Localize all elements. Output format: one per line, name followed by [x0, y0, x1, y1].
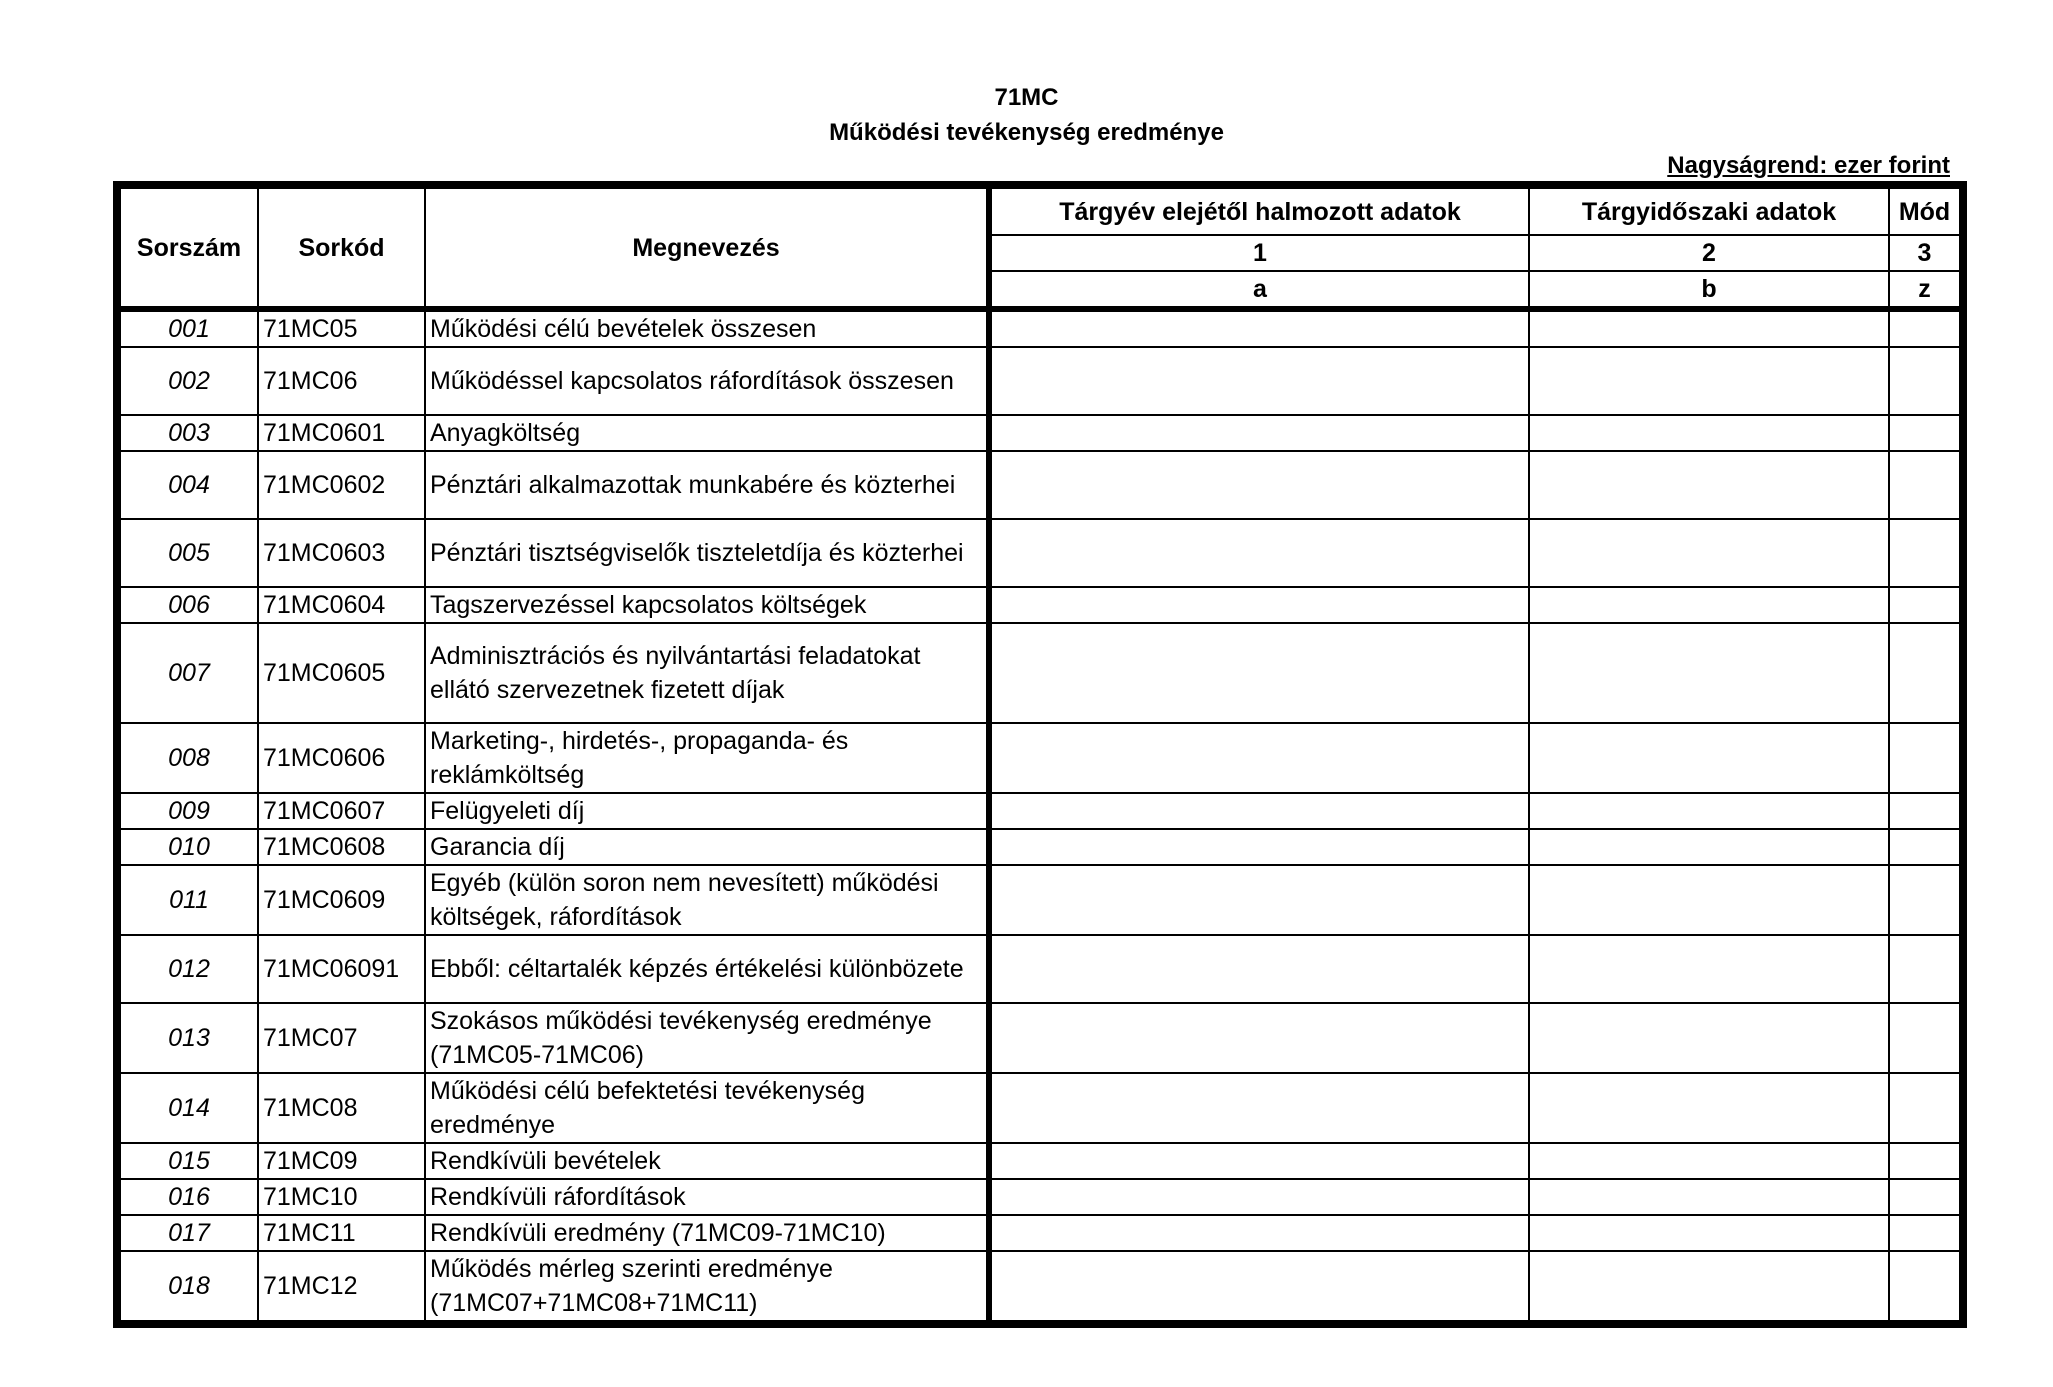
- row-sorszam: 011: [120, 865, 258, 935]
- row-value-b[interactable]: [1529, 865, 1889, 935]
- row-sorszam: 010: [120, 829, 258, 865]
- form-code: 71MC: [994, 84, 1059, 111]
- unit-label: Nagyságrend: ezer forint: [1667, 152, 1950, 179]
- row-sorszam: 013: [120, 1003, 258, 1073]
- row-sorkod: 71MC0606: [258, 723, 425, 793]
- row-megnevezes: Működés mérleg szerinti eredménye (71MC07+71MC08+71MC11): [425, 1251, 989, 1321]
- row-value-a[interactable]: [989, 1073, 1529, 1143]
- row-value-z[interactable]: [1889, 723, 1960, 793]
- row-value-a[interactable]: [989, 519, 1529, 587]
- row-value-b[interactable]: [1529, 829, 1889, 865]
- row-value-z[interactable]: [1889, 829, 1960, 865]
- row-value-z[interactable]: [1889, 865, 1960, 935]
- row-sorszam: 008: [120, 723, 258, 793]
- row-value-z[interactable]: [1889, 1003, 1960, 1073]
- row-value-a[interactable]: [989, 793, 1529, 829]
- header-col3-letter: z: [1889, 271, 1960, 309]
- row-value-z[interactable]: [1889, 623, 1960, 723]
- row-megnevezes: Rendkívüli bevételek: [425, 1143, 989, 1179]
- row-sorszam: 015: [120, 1143, 258, 1179]
- row-value-a[interactable]: [989, 829, 1529, 865]
- header-sorszam: Sorszám: [120, 188, 258, 309]
- row-sorkod: 71MC07: [258, 1003, 425, 1073]
- row-value-b[interactable]: [1529, 519, 1889, 587]
- row-sorkod: 71MC0607: [258, 793, 425, 829]
- row-sorkod: 71MC0604: [258, 587, 425, 623]
- row-sorkod: 71MC11: [258, 1215, 425, 1251]
- row-megnevezes: Működési célú bevételek összesen: [425, 309, 989, 347]
- row-value-z[interactable]: [1889, 451, 1960, 519]
- row-megnevezes: Felügyeleti díj: [425, 793, 989, 829]
- row-sorkod: 71MC05: [258, 309, 425, 347]
- row-value-z[interactable]: [1889, 1179, 1960, 1215]
- header-col1-label: Tárgyév elejétől halmozott adatok: [989, 188, 1529, 235]
- row-value-a[interactable]: [989, 309, 1529, 347]
- row-value-b[interactable]: [1529, 347, 1889, 415]
- row-value-z[interactable]: [1889, 1251, 1960, 1321]
- table-row: [120, 723, 1960, 793]
- table-row: [120, 829, 1960, 865]
- row-value-b[interactable]: [1529, 723, 1889, 793]
- header-col1-number: 1: [989, 235, 1529, 271]
- row-sorszam: 006: [120, 587, 258, 623]
- row-value-a[interactable]: [989, 865, 1529, 935]
- row-value-b[interactable]: [1529, 1251, 1889, 1321]
- row-megnevezes: Anyagköltség: [425, 415, 989, 451]
- row-sorkod: 71MC08: [258, 1073, 425, 1143]
- row-sorkod: 71MC0608: [258, 829, 425, 865]
- row-value-a[interactable]: [989, 723, 1529, 793]
- row-megnevezes: Egyéb (külön soron nem nevesített) működési költségek, ráfordítások: [425, 865, 989, 935]
- row-value-z[interactable]: [1889, 1215, 1960, 1251]
- row-sorszam: 009: [120, 793, 258, 829]
- row-megnevezes: Rendkívüli eredmény (71MC09-71MC10): [425, 1215, 989, 1251]
- row-sorszam: 004: [120, 451, 258, 519]
- row-value-b[interactable]: [1529, 309, 1889, 347]
- row-value-z[interactable]: [1889, 519, 1960, 587]
- row-megnevezes: Működéssel kapcsolatos ráfordítások összesen: [425, 347, 989, 415]
- row-megnevezes: Ebből: céltartalék képzés értékelési különbözete: [425, 935, 989, 1003]
- table-row: [120, 519, 1960, 587]
- row-sorkod: 71MC06091: [258, 935, 425, 1003]
- table-row: [120, 347, 1960, 415]
- row-megnevezes: Garancia díj: [425, 829, 989, 865]
- row-value-a[interactable]: [989, 623, 1529, 723]
- row-value-a[interactable]: [989, 1179, 1529, 1215]
- row-megnevezes: Rendkívüli ráfordítások: [425, 1179, 989, 1215]
- row-value-a[interactable]: [989, 1003, 1529, 1073]
- row-sorkod: 71MC0601: [258, 415, 425, 451]
- row-sorkod: 71MC10: [258, 1179, 425, 1215]
- row-sorkod: 71MC0603: [258, 519, 425, 587]
- table-row: [120, 1251, 1960, 1321]
- table-row: [120, 587, 1960, 623]
- table-row: [120, 415, 1960, 451]
- row-sorszam: 007: [120, 623, 258, 723]
- row-sorszam: 017: [120, 1215, 258, 1251]
- row-value-z[interactable]: [1889, 1073, 1960, 1143]
- row-value-a[interactable]: [989, 935, 1529, 1003]
- row-value-a[interactable]: [989, 347, 1529, 415]
- row-value-z[interactable]: [1889, 793, 1960, 829]
- row-value-b[interactable]: [1529, 451, 1889, 519]
- row-value-z[interactable]: [1889, 935, 1960, 1003]
- row-value-b[interactable]: [1529, 793, 1889, 829]
- row-value-b[interactable]: [1529, 1003, 1889, 1073]
- row-sorszam: 016: [120, 1179, 258, 1215]
- row-megnevezes: Marketing-, hirdetés-, propaganda- és reklámköltség: [425, 723, 989, 793]
- row-sorszam: 012: [120, 935, 258, 1003]
- row-sorszam: 005: [120, 519, 258, 587]
- header-col3-label: Mód: [1889, 188, 1960, 235]
- table-row: [120, 935, 1960, 1003]
- row-value-a[interactable]: [989, 1215, 1529, 1251]
- row-value-a[interactable]: [989, 1251, 1529, 1321]
- header-sorkod: Sorkód: [258, 188, 425, 309]
- form-title: Működési tevékenység eredménye: [829, 119, 1224, 146]
- row-sorkod: 71MC0602: [258, 451, 425, 519]
- header-col2-number: 2: [1529, 235, 1889, 271]
- table-row: [120, 623, 1960, 723]
- row-value-b[interactable]: [1529, 935, 1889, 1003]
- row-value-b[interactable]: [1529, 1143, 1889, 1179]
- row-value-a[interactable]: [989, 1143, 1529, 1179]
- row-megnevezes: Szokásos működési tevékenység eredménye (71MC05-71MC06): [425, 1003, 989, 1073]
- row-sorszam: 014: [120, 1073, 258, 1143]
- row-value-b[interactable]: [1529, 415, 1889, 451]
- row-value-z[interactable]: [1889, 587, 1960, 623]
- row-megnevezes: Pénztári tisztségviselők tiszteletdíja és közterhei: [425, 519, 989, 587]
- row-sorkod: 71MC09: [258, 1143, 425, 1179]
- table-row: [120, 1215, 1960, 1251]
- header-col2-label: Tárgyidőszaki adatok: [1529, 188, 1889, 235]
- row-sorkod: 71MC0609: [258, 865, 425, 935]
- table-row: [120, 793, 1960, 829]
- row-megnevezes: Pénztári alkalmazottak munkabére és közterhei: [425, 451, 989, 519]
- row-value-z[interactable]: [1889, 309, 1960, 347]
- row-megnevezes: Adminisztrációs és nyilvántartási feladatokat ellátó szervezetnek fizetett díjak: [425, 623, 989, 723]
- row-value-b[interactable]: [1529, 623, 1889, 723]
- row-megnevezes: Működési célú befektetési tevékenység eredménye: [425, 1073, 989, 1143]
- row-value-a[interactable]: [989, 451, 1529, 519]
- data-table-frame: [113, 181, 1967, 1328]
- row-value-z[interactable]: [1889, 415, 1960, 451]
- row-value-b[interactable]: [1529, 1073, 1889, 1143]
- row-value-a[interactable]: [989, 415, 1529, 451]
- table-row: [120, 1143, 1960, 1179]
- row-megnevezes: Tagszervezéssel kapcsolatos költségek: [425, 587, 989, 623]
- row-value-z[interactable]: [1889, 1143, 1960, 1179]
- row-sorszam: 018: [120, 1251, 258, 1321]
- table-row: [120, 1003, 1960, 1073]
- row-sorszam: 002: [120, 347, 258, 415]
- table-row: [120, 309, 1960, 347]
- row-sorkod: 71MC0605: [258, 623, 425, 723]
- row-sorkod: 71MC06: [258, 347, 425, 415]
- table-row: [120, 1179, 1960, 1215]
- row-sorszam: 001: [120, 309, 258, 347]
- row-value-z[interactable]: [1889, 347, 1960, 415]
- table-row: [120, 1073, 1960, 1143]
- row-value-b[interactable]: [1529, 1179, 1889, 1215]
- data-table: [119, 187, 1961, 1322]
- table-row: [120, 451, 1960, 519]
- row-value-a[interactable]: [989, 587, 1529, 623]
- header-col2-letter: b: [1529, 271, 1889, 309]
- header-col1-letter: a: [989, 271, 1529, 309]
- table-row: [120, 865, 1960, 935]
- row-value-b[interactable]: [1529, 1215, 1889, 1251]
- row-value-b[interactable]: [1529, 587, 1889, 623]
- header-col3-number: 3: [1889, 235, 1960, 271]
- row-sorszam: 003: [120, 415, 258, 451]
- header-megnevezes: Megnevezés: [425, 188, 989, 309]
- row-sorkod: 71MC12: [258, 1251, 425, 1321]
